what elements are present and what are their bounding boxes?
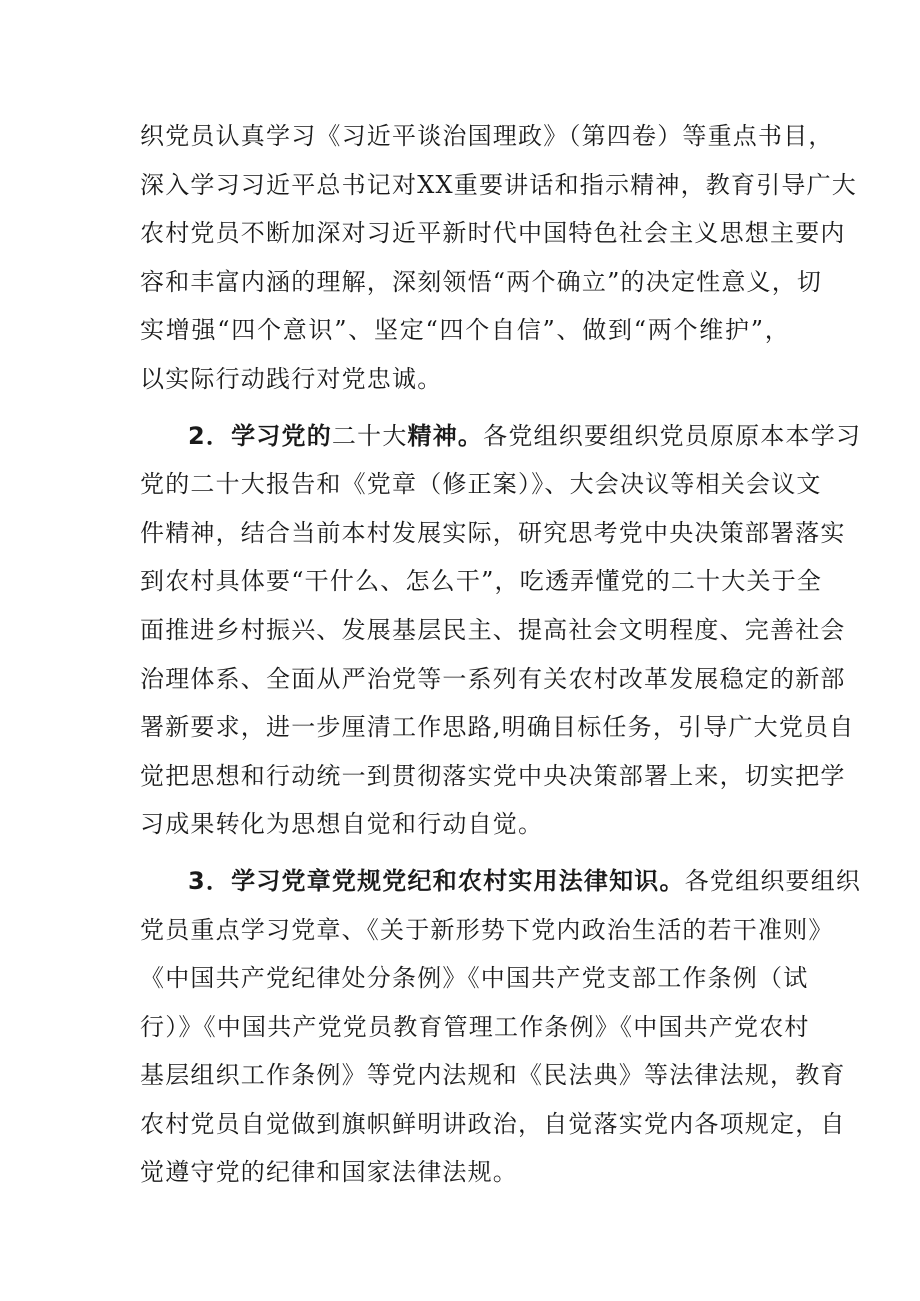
text-line: 觉遵守党的纪律和国家法律法规。: [140, 1158, 518, 1187]
text-line: 织党员认真学习《习近平谈治国理政》（第四卷）等重点书目，: [140, 122, 834, 150]
text-line: 容和丰富内涵的理解，深刻领悟“两个确立”的决定性意义，切: [140, 267, 823, 296]
paragraph-2-first-line: [140, 412, 862, 461]
text-line: 深入学习习近平总书记对XX重要讲话和指示精神，教育引导广大: [140, 170, 857, 199]
section-heading-end: 精神。: [407, 421, 484, 450]
text-line: 党的二十大报告和《党章（修正案）》、大会决议等相关会议文: [140, 470, 822, 499]
document-body: [140, 112, 862, 1197]
section-number: 3．: [188, 866, 232, 895]
text-line: 面推进乡村振兴、发展基层民主、提高社会文明程度、完善社会: [140, 615, 846, 644]
text-line: 《中国共产党纪律处分条例》《中国共产党支部工作条例（试: [140, 964, 809, 993]
section-heading: 学习党章党规党纪和农村实用法律知识。: [231, 866, 685, 895]
paragraph-3-first-line: [140, 857, 862, 906]
text-line-rest: 各党组织要组织: [684, 866, 862, 895]
text-line: 实增强“四个意识”、坚定“四个自信”、做到“两个维护”，: [140, 316, 790, 345]
text-line-rest: 各党组织要组织党员原原本本学习: [483, 421, 862, 450]
paragraph-2: [140, 412, 862, 849]
text-line: 署新要求，进一步厘清工作思路,明确目标任务，引导广大党员自: [140, 713, 855, 742]
section-heading-term: 二十大: [331, 421, 408, 450]
text-line: 以实际行动践行对党忠诚。: [140, 364, 443, 393]
text-line: 觉把思想和行动统一到贯彻落实党中央决策部署上来，切实把学: [140, 761, 846, 790]
text-line: 基层组织工作条例》等党内法规和《民法典》等法律法规，教育: [140, 1061, 846, 1090]
text-line: 农村党员不断加深对习近平新时代中国特色社会主义思想主要内: [140, 219, 846, 248]
section-number: 2．: [188, 421, 232, 450]
text-line: 到农村具体要“干什么、怎么干”，吃透弄懂党的二十大关于全: [140, 567, 823, 596]
paragraph-1: [140, 112, 857, 404]
text-line: 件精神，结合当前本村发展实际，研究思考党中央决策部署落实: [140, 518, 846, 547]
text-line: 党员重点学习党章、《关于新形势下党内政治生活的若干准则》: [140, 915, 834, 944]
text-line: 治理体系、全面从严治党等一系列有关农村改革发展稳定的新部: [140, 664, 846, 693]
section-heading: 学习党的: [231, 421, 332, 450]
text-line: 习成果转化为思想自觉和行动自觉。: [140, 810, 544, 839]
text-line: 行）》《中国共产党党员教育管理工作条例》《中国共产党农村: [140, 1012, 810, 1041]
text-line: 农村党员自觉做到旗帜鲜明讲政治，自觉落实党内各项规定，自: [140, 1109, 846, 1138]
paragraph-3: [140, 857, 862, 1197]
